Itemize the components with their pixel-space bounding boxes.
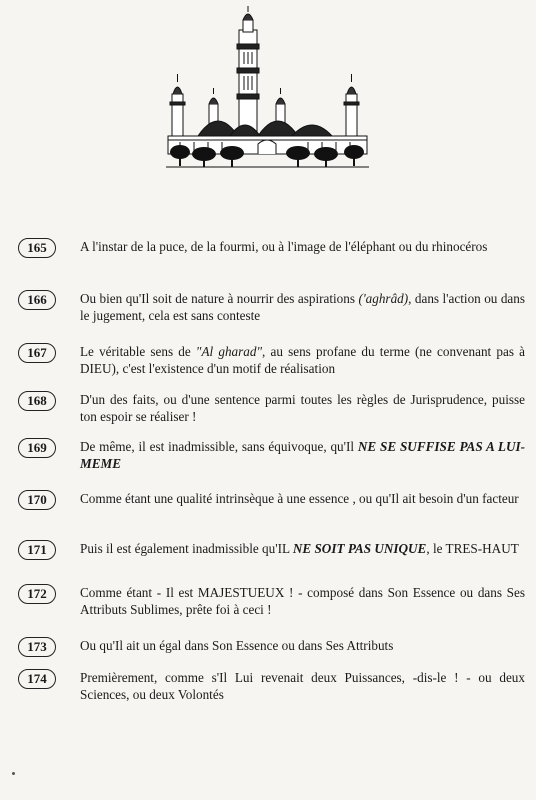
verse-text <box>80 637 525 654</box>
verse-text-segment: De même, il est inadmissible, sans équivoque, qu'Il <box>80 439 358 454</box>
mosque-illustration <box>160 6 375 171</box>
verse-text-segment: , au sens profane du terme (ne convenant pas à DIEU), c'est l'existence d'un motif de réalisation <box>80 344 525 376</box>
verse-text-segment: NE SE SUFFISE PAS A LUI-MEME <box>80 439 525 471</box>
verse-text <box>80 669 525 703</box>
verse-number-badge: 170 <box>18 490 56 510</box>
verse-text <box>80 343 525 377</box>
verse-number-badge: 167 <box>18 343 56 363</box>
verse-text <box>80 238 525 255</box>
verse-number-badge: 174 <box>18 669 56 689</box>
verse-text-segment: NE SOIT PAS UNIQUE <box>292 541 427 556</box>
verse-text-segment: Premièrement, comme s'Il Lui revenait deux Puissances, -dis-le ! - ou deux Sciences, ou deux Volontés <box>80 670 525 702</box>
verse-text-segment: , le TRES-HAUT <box>426 541 519 556</box>
verse-text <box>80 391 525 425</box>
verse-number-badge: 173 <box>18 637 56 657</box>
verse-number-badge: 165 <box>18 238 56 258</box>
verse-text-segment: , dans l'action ou dans le jugement, cela est sans conteste <box>80 291 525 323</box>
verse-text-segment: ('aghrâd) <box>358 291 409 306</box>
verse-text-segment: Comme étant une qualité intrinsèque à une essence , ou qu'Il ait besoin d'un facteur <box>80 491 519 506</box>
verse-number-badge: 172 <box>18 584 56 604</box>
verse-text-segment: A l'instar de la puce, de la fourmi, ou à l'image de l'éléphant ou du rhinocéros <box>80 239 488 254</box>
page-speck <box>12 772 15 775</box>
verse-number-badge: 166 <box>18 290 56 310</box>
verse-number-badge: 168 <box>18 391 56 411</box>
verse-text-segment: Puis il est également inadmissible qu'IL <box>80 541 293 556</box>
verse-text-segment: Comme étant - Il est MAJESTUEUX ! - composé dans Son Essence ou dans Ses Attributs Sublimes, prête foi à ceci ! <box>80 585 525 617</box>
verse-text-segment: Le véritable sens de <box>80 344 196 359</box>
verse-text <box>80 490 525 507</box>
verse-text-segment: "Al gharad" <box>195 344 262 359</box>
verse-number-badge: 171 <box>18 540 56 560</box>
verse-text-segment: D'un des faits, ou d'une sentence parmi toutes les règles de Jurisprudence, puisse ton espoir se réaliser ! <box>80 392 525 424</box>
verse-text-segment: Ou bien qu'Il soit de nature à nourrir des aspirations <box>80 291 359 306</box>
verse-number-badge: 169 <box>18 438 56 458</box>
verse-text <box>80 584 525 618</box>
verse-text <box>80 290 525 324</box>
verse-text-segment: Ou qu'Il ait un égal dans Son Essence ou dans Ses Attributs <box>80 638 394 653</box>
verse-text <box>80 438 525 472</box>
verse-text <box>80 540 525 557</box>
